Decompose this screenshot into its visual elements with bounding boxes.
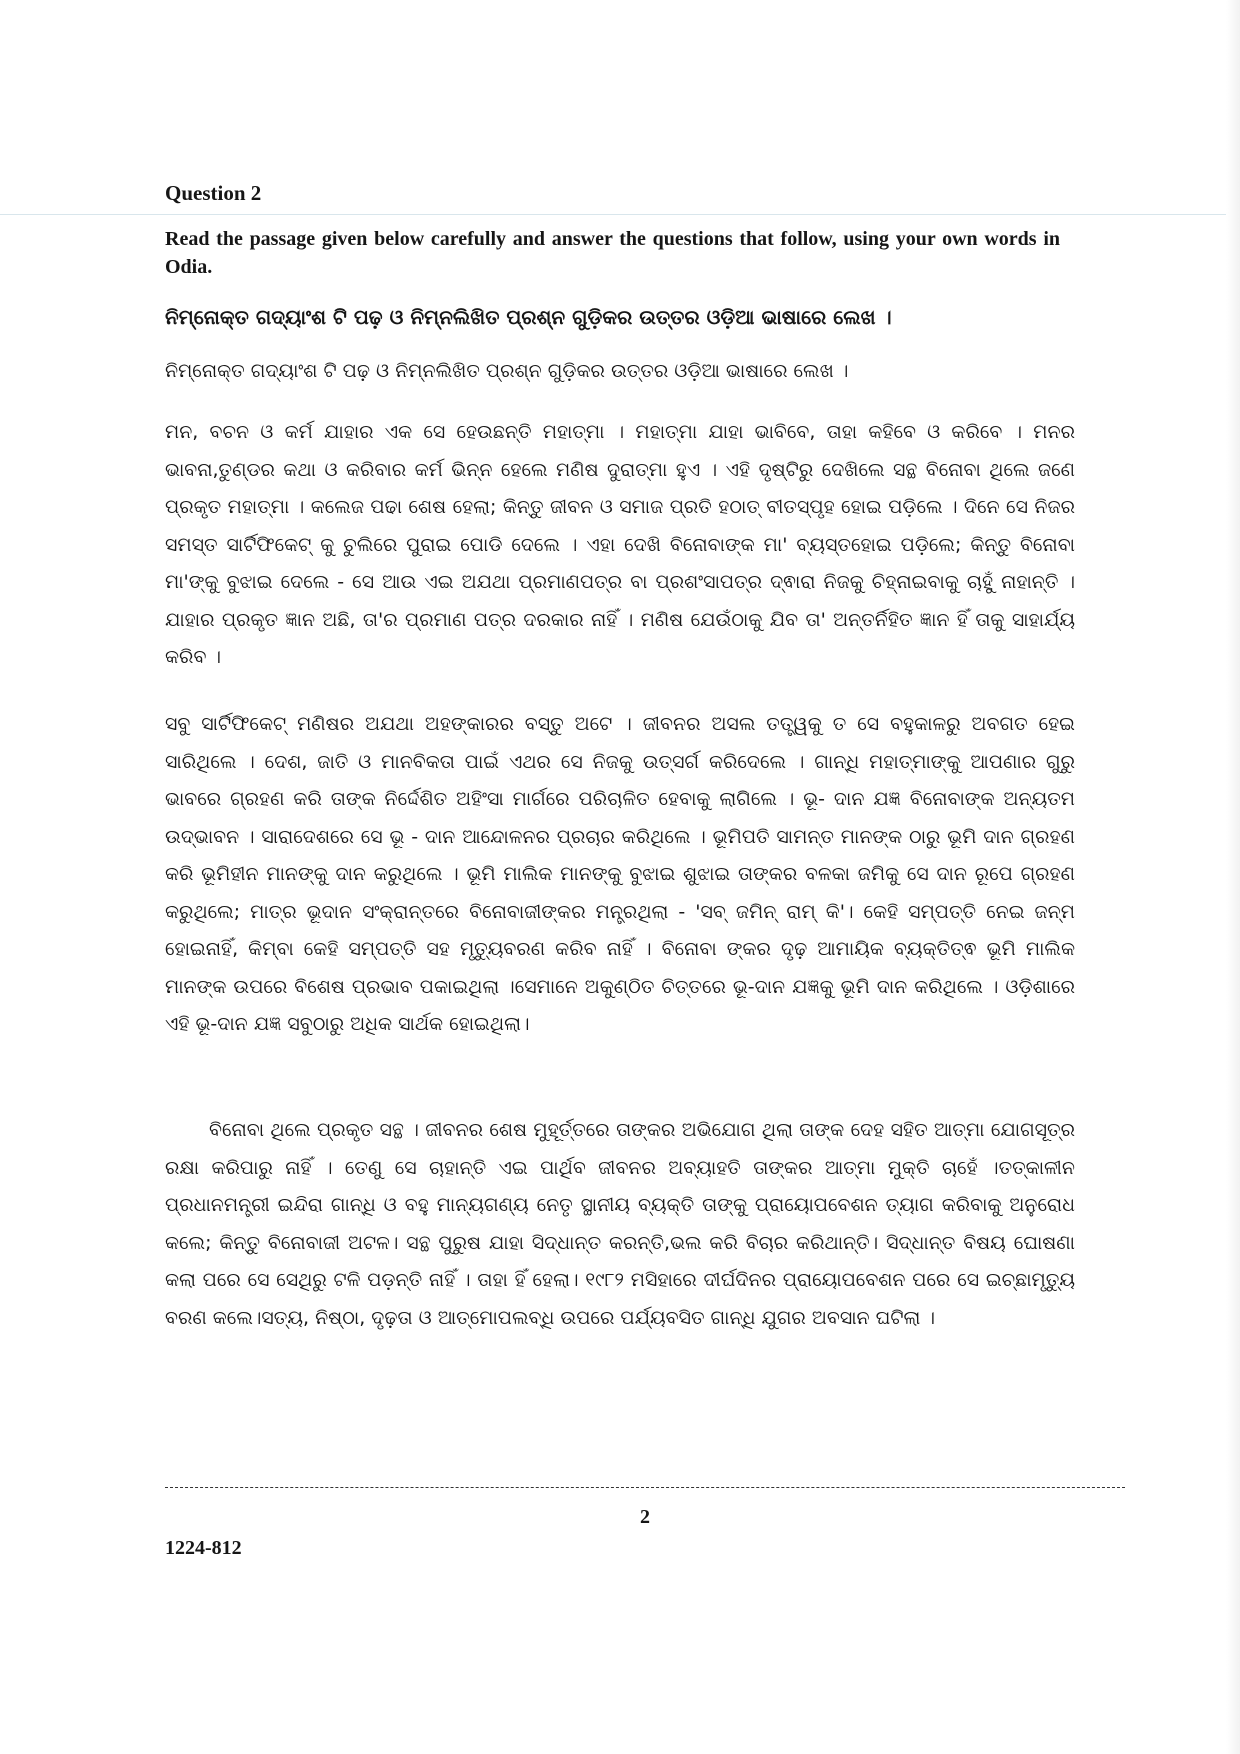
passage-paragraph-1: ମନ, ବଚନ ଓ କର୍ମ ଯାହାର ଏକ ସେ ହେଉଛନ୍ତି ମହାତ୍ମା । ମହାତ୍ମା ଯାହା ଭାବିବେ, ତାହା କହିବେ ଓ କରିବେ । ମନର ଭାବନା,ତୁଣ୍ଡର କଥା ଓ କରିବାର କର୍ମ ଭିନ୍ନ ହେଲେ ମଣିଷ ଦୁରାତ୍ମା ହୁଏ । ଏହି ଦୃଷ୍ଟିରୁ ଦେଖିଲେ ସନ୍ଥ ବିନୋବା ଥିଲେ ଜଣେ ପ୍ରକୃତ ମହାତ୍ମା । କଲେଜ ପଢା ଶେଷ ହେଲା; କିନ୍ତୁ ଜୀବନ ଓ ସମାଜ ପ୍ରତି ହଠାତ୍ ବୀତସ୍ପୃହ ହୋଇ ପଡ଼ିଲେ । ଦିନେ ସେ ନିଜର ସମସ୍ତ ସାର୍ଟିଫିକେଟ୍ କୁ ଚୁଲିରେ ପୁରାଇ ପୋଡି ଦେଲେ । ଏହା ଦେଖି ବିନୋବାଙ୍କ ମା' ବ୍ୟସ୍ତହୋଇ ପଡ଼ିଲେ; କିନ୍ତୁ ବିନୋବା ମା'ଙ୍କୁ ବୁଝାଇ ଦେଲେ - ସେ ଆଉ ଏଇ ଅଯଥା ପ୍ରମାଣପତ୍ର ବା ପ୍ରଶଂସାପତ୍ର ଦ୍ଵାରା ନିଜକୁ ଚିହ୍ନାଇବାକୁ ଚାହୁଁ ନାହାନ୍ତି । ଯାହାର ପ୍ରକୃତ ଜ୍ଞାନ ଅଛି, ତା'ର ପ୍ରମାଣ ପତ୍ର ଦରକାର ନାହିଁ । ମଣିଷ ଯେଉଁଠାକୁ ଯିବ ତା' ଅନ୍ତର୍ନିହିତ ଜ୍ଞାନ ହିଁ ତାକୁ ସାହାର୍ଯ୍ୟ କରିବ । [165, 421, 1075, 668]
page-number: 2 [640, 1506, 650, 1528]
instruction-english: Read the passage given below carefully and answer the questions that follow, using your own words in Odia. [165, 228, 1060, 278]
question-title: Question 2 [165, 181, 262, 205]
passage-paragraph-2: ସବୁ ସାର୍ଟିଫିକେଟ୍ ମଣିଷର ଅଯଥା ଅହଙ୍କାରର ବସ୍ତୁ ଅଟେ । ଜୀବନର ଅସଲ ତତ୍ତ୍ୱକୁ ତ ସେ ବହୁକାଳରୁ ଅବଗତ ହେଇ ସାରିଥିଲେ । ଦେଶ, ଜାତି ଓ ମାନବିକତା ପାଇଁ ଏଥର ସେ ନିଜକୁ ଉତ୍ସର୍ଗ କରିଦେଲେ । ଗାନ୍ଧି ମହାତ୍ମାଙ୍କୁ ଆପଣାର ଗୁରୁ ଭାବରେ ଗ୍ରହଣ କରି ତାଙ୍କ ନିର୍ଦ୍ଦେଶିତ ଅହିଂସା ମାର୍ଗରେ ପରିଚାଳିତ ହେବାକୁ ଲାଗିଲେ । ଭୂ- ଦାନ ଯଜ୍ଞ ବିନୋବାଙ୍କ ଅନ୍ୟତମ ଉଦ୍ଭାବନ । ସାରାଦେଶରେ ସେ ଭୂ - ଦାନ ଆନ୍ଦୋଳନର ପ୍ରଚାର କରିଥିଲେ । ଭୂମିପତି ସାମନ୍ତ ମାନଙ୍କ ଠାରୁ ଭୂମି ଦାନ ଗ୍ରହଣ କରି ଭୂମିହୀନ ମାନଙ୍କୁ ଦାନ କରୁଥିଲେ । ଭୂମି ମାଲିକ ମାନଙ୍କୁ ବୁଝାଇ ଶୁଝାଇ ତାଙ୍କର ବଳକା ଜମିକୁ ସେ ଦାନ ରୂପେ ଗ୍ରହଣ କରୁଥିଲେ; ମାତ୍ର ଭୂଦାନ ସଂକ୍ରାନ୍ତରେ ବିନୋବାଜୀଙ୍କର ମନ୍ତ୍ରଥିଲା - 'ସବ୍ ଜମିନ୍ ରାମ୍ କି'। କେହି ସମ୍ପତ୍ତି ନେଇ ଜନ୍ମ ହୋଇନାହିଁ, କିମ୍ବା କେହି ସମ୍ପତ୍ତି ସହ ମୃତ୍ୟୁବରଣ କରିବ ନାହିଁ । ବିନୋବା ଙ୍କର ଦୃଢ଼ ଆମାୟିକ ବ୍ୟକ୍ତିତ୍ଵ ଭୂମି ମାଲିକ ମାନଙ୍କ ଉପରେ ବିଶେଷ ପ୍ରଭାବ ପକାଇଥିଲା ।ସେମାନେ ଅକୁଣ୍ଠିତ ଚିତ୍ତରେ ଭୂ-ଦାନ ଯଜ୍ଞକୁ ଭୂମି ଦାନ କରିଥିଲେ । ଓଡ଼ିଶାରେ ଏହି ଭୂ-ଦାନ ଯଜ୍ଞ ସବୁଠାରୁ ଅଧିକ ସାର୍ଥକ ହୋଇଥିଲା। [165, 713, 1075, 1035]
instruction-odia: ନିମ୍ନୋକ୍ତ ଗଦ୍ୟାଂଶ ଟି ପଢ଼ ଓ ନିମ୍ନଲିଖିତ ପ୍ରଶ୍ନ ଗୁଡ଼ିକର ଉତ୍ତର ଓଡ଼ିଆ ଭାଷାରେ ଲେଖ । [165, 360, 849, 382]
passage-paragraph-3: ବିନୋବା ଥିଲେ ପ୍ରକୃତ ସନ୍ଥ । ଜୀବନର ଶେଷ ମୁହୂର୍ତ୍ତରେ ତାଙ୍କର ଅଭିଯୋଗ ଥିଲା ତାଙ୍କ ଦେହ ସହିତ ଆତ୍ମା ଯୋଗସୂତ୍ର ରକ୍ଷା କରିପାରୁ ନାହିଁ । ତେଣୁ ସେ ଚାହାନ୍ତି ଏଇ ପାର୍ଥିବ ଜୀବନର ଅବ୍ୟାହତି ତାଙ୍କର ଆତ୍ମା ମୁକ୍ତି ଚାହେଁ ।ତତ୍କାଳୀନ ପ୍ରଧାନମନ୍ତ୍ରୀ ଇନ୍ଦିରା ଗାନ୍ଧି ଓ ବହୁ ମାନ୍ୟଗଣ୍ୟ ନେତୃ ସ୍ଥାନୀୟ ବ୍ୟକ୍ତି ତାଙ୍କୁ ପ୍ରାୟୋପବେଶନ ତ୍ୟାଗ କରିବାକୁ ଅନୁରୋଧ କଲେ; କିନ୍ତୁ ବିନୋବାଜୀ ଅଟଳ। ସନ୍ଥ ପୁରୁଷ ଯାହା ସିଦ୍ଧାନ୍ତ କରନ୍ତି,ଭଲ କରି ବିଚାର କରିଥାନ୍ତି। ସିଦ୍ଧାନ୍ତ ବିଷୟ ଘୋଷଣା କଲା ପରେ ସେ ସେଥିରୁ ଟଳି ପଡ଼ନ୍ତି ନାହିଁ । ତାହା ହିଁ ହେଲା। ୧୯୮୨ ମସିହାରେ ଦୀର୍ଘଦିନର ପ୍ରାୟୋପବେଶନ ପରେ ସେ ଇଚ୍ଛାମୃତ୍ୟୁ ବରଣ କଲେ।ସତ୍ୟ, ନିଷ୍ଠା, ଦୃଢ଼ତା ଓ ଆତ୍ମୋପଲବ୍ଧି ଉପରେ ପର୍ଯ୍ୟବସିତ ଗାନ୍ଧି ଯୁଗର ଅବସାନ ଘଟିଲା । [165, 1119, 1075, 1329]
footer-dashed-rule [165, 1487, 1125, 1488]
paper-code: 1224-812 [165, 1537, 242, 1559]
instruction-odia-bold: ନିମ୍ନୋକ୍ତ ଗଦ୍ୟାଂଶ ଟି ପଢ଼ ଓ ନିମ୍ନଲିଖିତ ପ୍ରଶ୍ନ ଗୁଡ଼ିକର ଉତ୍ତର ଓଡ଼ିଆ ଭାଷାରେ ଲେଖ । [165, 305, 892, 329]
